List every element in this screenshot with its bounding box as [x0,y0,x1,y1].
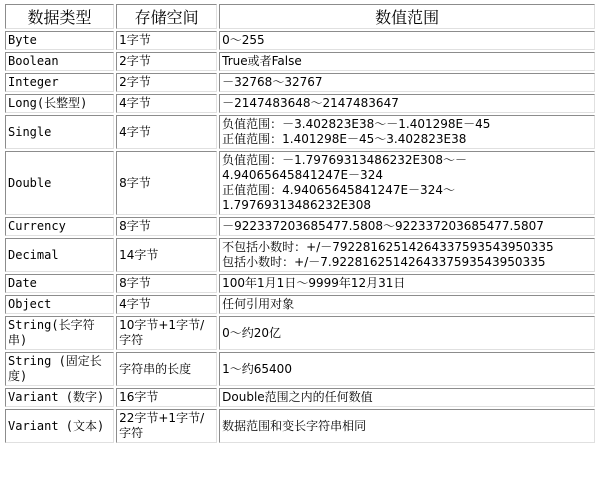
range-cell: －32768～32767 [219,73,595,92]
type-cell: Integer [5,73,114,92]
size-cell: 8字节 [116,274,217,293]
table-row [5,151,595,215]
table-header-row [5,4,595,29]
size-cell: 16字节 [116,388,217,407]
table-row [5,217,595,236]
range-cell: －2147483648～2147483647 [219,94,595,113]
table-row [5,295,595,314]
range-cell: －922337203685477.5808～922337203685477.5807 [219,217,595,236]
range-cell: 1～约65400 [219,352,595,386]
range-cell: 负值范围：－1.79769313486232E308～－ 4.94065645841247E－324 正值范围：4.94065645841247E－324～ 1.79769313486232E308 [219,151,595,215]
table-row [5,388,595,407]
size-cell: 1字节 [116,31,217,50]
data-types-table [3,2,597,445]
table-row [5,352,595,386]
range-cell: 数据范围和变长字符串相同 [219,409,595,443]
size-cell: 4字节 [116,94,217,113]
range-cell: 任何引用对象 [219,295,595,314]
type-cell: Object [5,295,114,314]
range-cell: 不包括小数时：+/－79228162514264337593543950335 包括小数时：+/－7.9228162514264337593543950335 [219,238,595,272]
size-cell: 10字节+1字节/字符 [116,316,217,350]
range-cell: True或者False [219,52,595,71]
range-cell: 负值范围：－3.402823E38～－1.401298E－45 正值范围：1.401298E－45～3.402823E38 [219,115,595,149]
size-cell: 2字节 [116,52,217,71]
type-cell: Single [5,115,114,149]
table-row [5,31,595,50]
table-row [5,73,595,92]
type-cell: Byte [5,31,114,50]
data-types-table-container [3,2,597,445]
table-row [5,316,595,350]
range-cell: Double范围之内的任何数值 [219,388,595,407]
size-cell: 14字节 [116,238,217,272]
type-cell: String (固定长度) [5,352,114,386]
type-cell: Variant (文本) [5,409,114,443]
type-cell: Date [5,274,114,293]
type-cell: Long(长整型) [5,94,114,113]
type-cell: Boolean [5,52,114,71]
table-row [5,115,595,149]
range-cell: 0～255 [219,31,595,50]
size-cell: 4字节 [116,115,217,149]
type-cell: String(长字符串) [5,316,114,350]
header-storage-size: 存储空间 [116,4,217,29]
table-row [5,94,595,113]
table-row [5,409,595,443]
size-cell: 22字节+1字节/字符 [116,409,217,443]
range-cell: 100年1月1日～9999年12月31日 [219,274,595,293]
size-cell: 字符串的长度 [116,352,217,386]
header-data-type: 数据类型 [5,4,114,29]
size-cell: 8字节 [116,217,217,236]
type-cell: Variant (数字) [5,388,114,407]
table-row [5,238,595,272]
size-cell: 2字节 [116,73,217,92]
table-row [5,52,595,71]
type-cell: Currency [5,217,114,236]
table-row [5,274,595,293]
size-cell: 4字节 [116,295,217,314]
range-cell: 0～约20亿 [219,316,595,350]
size-cell: 8字节 [116,151,217,215]
type-cell: Decimal [5,238,114,272]
header-value-range: 数值范围 [219,4,595,29]
type-cell: Double [5,151,114,215]
